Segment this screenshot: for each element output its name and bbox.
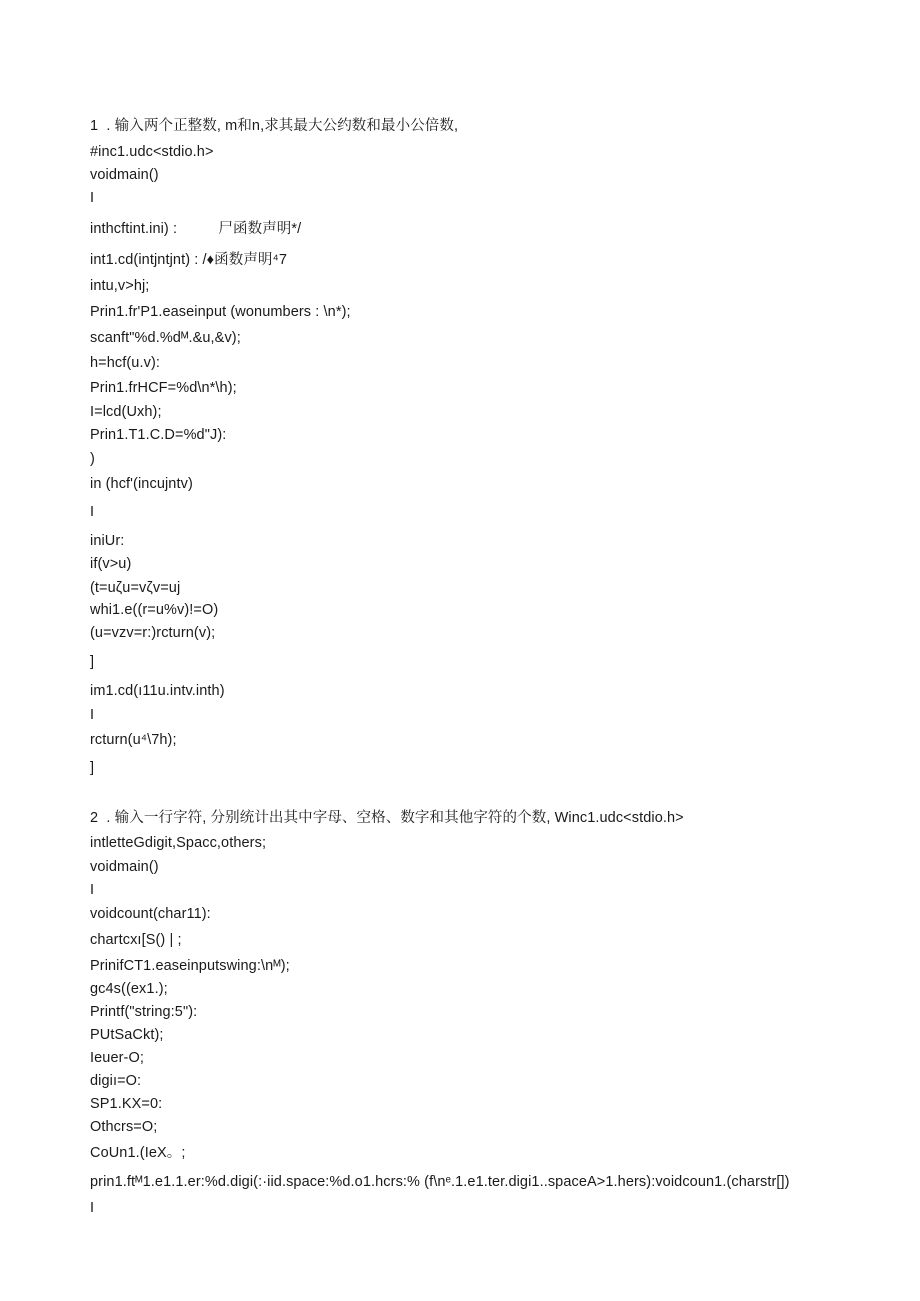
code-line: chartcxı[S() | ; xyxy=(90,932,182,948)
code-line: gc4s((ex1.); xyxy=(90,981,168,997)
code-line: Ieuer-O; xyxy=(90,1050,144,1066)
code-line: I xyxy=(90,190,95,206)
code-line: I xyxy=(90,707,95,723)
question-1-heading: 1 . 输入两个正整数, m和n,求其最大公约数和最小公倍数, xyxy=(90,118,459,134)
code-line: voidmain() xyxy=(90,167,159,183)
code-line: rcturn(u⁴\7h); xyxy=(90,732,177,748)
code-line: PUtSaCkt); xyxy=(90,1027,164,1043)
code-line: intletteGdigit,Spacc,others; xyxy=(90,835,267,851)
code-line: I=lcd(Uxh); xyxy=(90,404,162,420)
code-line: whi1.e((r=u%v)!=O) xyxy=(90,602,219,618)
code-line: ] xyxy=(90,760,95,776)
code-line: iniUr: xyxy=(90,533,125,549)
code-line: if(v>u) xyxy=(90,556,132,572)
code-line: I xyxy=(90,504,95,520)
code-line: h=hcf(u.v): xyxy=(90,355,161,371)
code-line: #inc1.udc<stdio.h> xyxy=(90,144,214,160)
code-line: int1.cd(intjntjnt) : /♦函数声明⁴7 xyxy=(90,252,288,268)
code-line: Othcrs=O; xyxy=(90,1119,158,1135)
code-line: scanft"%d.%dᴹ.&u,&v); xyxy=(90,330,241,346)
code-line: Prin1.fr'P1.easeinput (wonumbers : \n*); xyxy=(90,304,351,320)
code-line: prin1.ftᴹ1.e1.1.er:%d.digi(:·iid.space:%d.o1.hcrs:% (f\nᵉ.1.e1.ter.digi1..spaceA>1.hers):voidcoun1.(charstr[]) xyxy=(90,1174,790,1190)
code-line: CoUn1.(IeX。; xyxy=(90,1145,186,1161)
code-line: Prin1.T1.C.D=%d"J): xyxy=(90,427,227,443)
code-line: ) xyxy=(90,451,95,467)
code-line: intu,v>hj; xyxy=(90,278,150,294)
code-line: inthcftint.ini) : 尸函数声明*/ xyxy=(90,221,302,237)
code-line: Prin1.frHCF=%d\n*\h); xyxy=(90,380,237,396)
code-line: I xyxy=(90,882,95,898)
code-line: (u=vzv=r:)rcturn(v); xyxy=(90,625,216,641)
code-line: I xyxy=(90,1200,95,1216)
code-line: in (hcf'(incujntv) xyxy=(90,476,193,492)
question-2-heading: 2 . 输入一行字符, 分别统计出其中字母、空格、数字和其他字符的个数, Winc1.udc<stdio.h> xyxy=(90,810,684,826)
code-line: digiı=O: xyxy=(90,1073,142,1089)
code-line: Printf("string:5"): xyxy=(90,1004,198,1020)
code-line: (t=uζu=vζv=uj xyxy=(90,580,181,596)
code-line: PrinifCT1.easeinputswing:\nᴹ); xyxy=(90,958,290,974)
code-line: SP1.KX=0: xyxy=(90,1096,163,1112)
code-line: voidmain() xyxy=(90,859,159,875)
code-line: voidcount(char11): xyxy=(90,906,211,922)
code-line: im1.cd(ı11u.intv.inth) xyxy=(90,683,225,699)
code-line: ] xyxy=(90,654,95,670)
